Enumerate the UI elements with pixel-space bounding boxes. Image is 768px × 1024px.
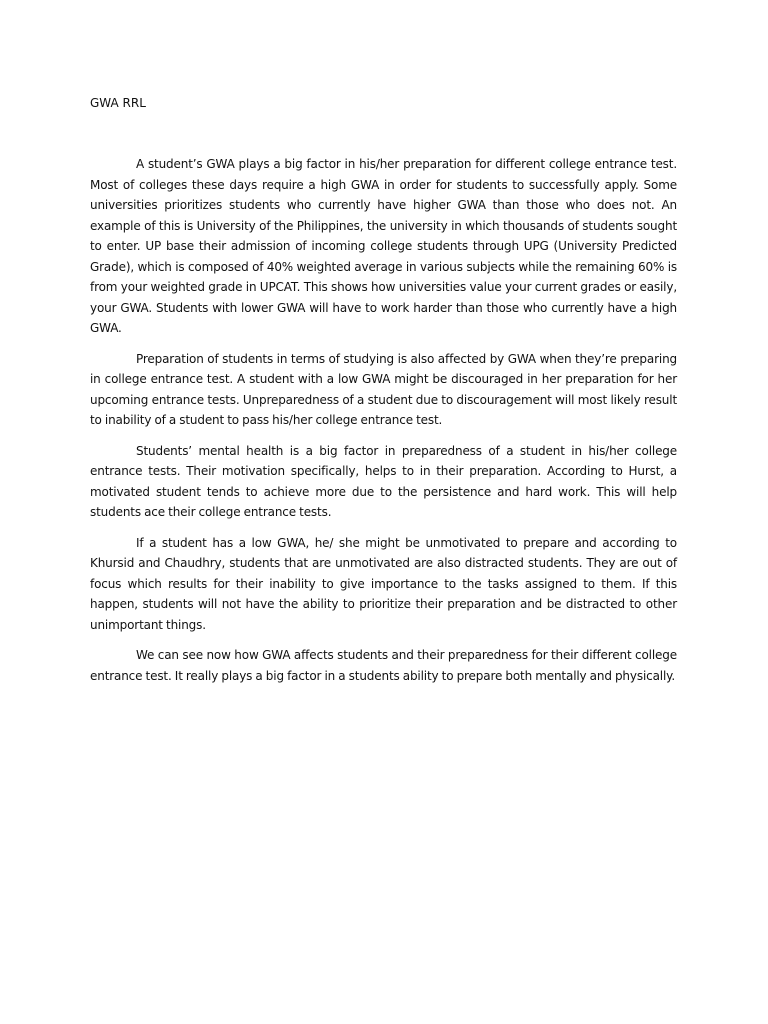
document-title: GWA RRL bbox=[90, 96, 146, 110]
paragraph-4: If a student has a low GWA, he/ she might be unmotivated to prepare and according to Khursid and Chaudhry, students that are unmotivated are also distracted students. They are out of focus which results for their inability to give importance to the tasks assigned to them. If this happen, students will not have the ability to prioritize their preparation and be distracted to other unimportant things. bbox=[90, 535, 677, 632]
paragraph-5: We can see now how GWA affects students and their preparedness for their different college entrance test. It really plays a big factor in a students ability to prepare both mentally and physically. bbox=[90, 648, 677, 683]
paragraph-3: Students’ mental health is a big factor in preparedness of a student in his/her college entrance tests. Their motivation specifically, helps to in their preparation. According to Hurst, a motivated student tends to achieve more due to the persistence and hard work. This will help students ace their college entrance tests. bbox=[90, 443, 677, 519]
paragraph-2: Preparation of students in terms of studying is also affected by GWA when they’re preparing in college entrance test. A student with a low GWA might be discouraged in her preparation for her upcoming entrance tests. Unpreparedness of a student due to discouragement will most likely result to inability of a student to pass his/her college entrance test. bbox=[90, 351, 677, 427]
document-body bbox=[90, 154, 677, 696]
paragraph-1: A student’s GWA plays a big factor in his/her preparation for different college entrance test. Most of colleges these days require a high GWA in order for students to successfully apply. Some universities prioritizes students who currently have higher GWA than those who does not. An example of this is University of the Philippines, the university in which thousands of students sought to enter. UP base their admission of incoming college students through UPG (University Predicted Grade), which is composed of 40% weighted average in various subjects while the remaining 60% is from your weighted grade in UPCAT. This shows how universities value your current grades or easily, your GWA. Students with lower GWA will have to work harder than those who currently have a high GWA. bbox=[90, 157, 677, 335]
